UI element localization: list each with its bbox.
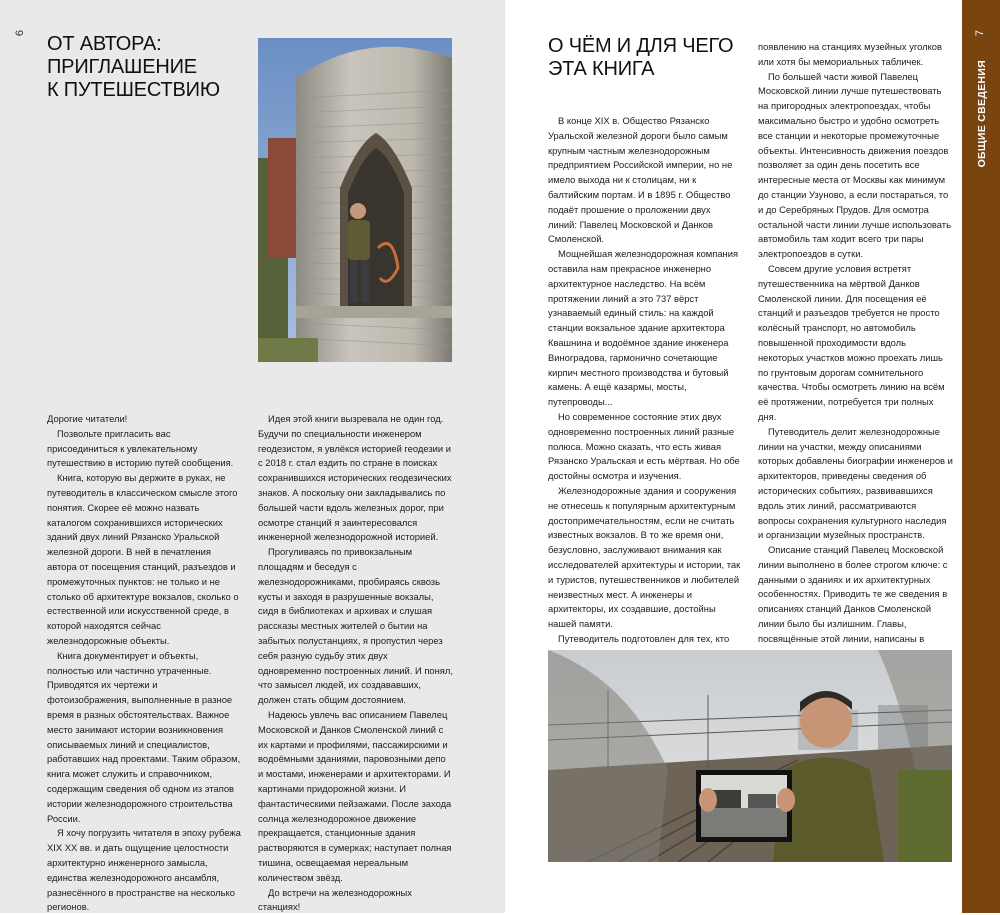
page-number: 6 bbox=[14, 30, 26, 36]
right-column-2 bbox=[758, 40, 954, 706]
section-sidebar bbox=[962, 0, 1000, 913]
page-title bbox=[548, 35, 733, 81]
paragraph: По большей части живой Павелец Московской линии лучше путешествовать на пригородных электропоездах, чтобы максимально быстро и удобно осмотреть все станции и некоторые промежуточные объекты. Интенсивность движения поездов позволяет за один день посетить все интересные места от Москвы как минимум до станции Узуново, а если постараться, то и до Серебряных Прудов. Для осмотра остальной части линии лучше использовать автомобиль там ходит всего три пары электропоездов в сутки. bbox=[758, 70, 954, 262]
paragraph: Путеводитель делит железнодорожные линии на участки, между описаниями которых добавлены биографии инженеров и архитекторов, приведены сведения об исторических событиях, развивавшихся вдоль этих линий, рассматриваются вопросы сохранения культурного наследия и организации музейных пространств. bbox=[758, 425, 954, 543]
paragraph: Идея этой книги вызревала не один год. Будучи по специальности инженером геодезистом, я увлёкся историей геодезии и с 2018 г. стал ездить по стране в поисках сохранившихся исторических геодезических знаков. А поскольку они закладывались по большей части вдоль железных дорог, при осмотре станций я заинтересовался инженерной железнодорожной историей. bbox=[258, 412, 453, 545]
paragraph: Но современное состояние этих двух одновременно построенных линий разные полюса. Можно сказать, что есть живая Рязанско Уральская и есть мёртвая. Но обе достойны осмотра и изучения. bbox=[548, 410, 742, 484]
title-line: ЭТА КНИГА bbox=[548, 58, 733, 81]
title-line: О ЧЁМ И ДЛЯ ЧЕГО bbox=[548, 35, 733, 58]
title-line: ОТ АВТОРА: bbox=[47, 33, 220, 56]
author-tower-photo bbox=[258, 38, 452, 362]
author-bridge-photo bbox=[548, 650, 952, 862]
paragraph: Железнодорожные здания и сооружения не отнесешь к популярным архитектурным достопримечательностям, если не считать известных вокзалов. В то же время они, безусловно, заслуживают внимания как исследователей архитектуры и истории, так и туристов, путешественников и любителей неизвестных мест. А инженеры и архитекторы, их создавшие, достойны нашей памяти. bbox=[548, 484, 742, 632]
paragraph: Я хочу погрузить читателя в эпоху рубежа XIX XX вв. и дать ощущение целостности архитектурно инженерного замысла, единства железнодорожного ансамбля, разнесённого в пространстве на несколько регионов. bbox=[47, 826, 242, 915]
paragraph: Прогуливаясь по привокзальным площадям и беседуя с железнодорожниками, пробираясь сквозь кусты и заходя в разрушенные вокзалы, сидя в библиотеках и архивах и слушая рассказы местных жителей о бытии на забытых полустанциях, я пропустил через себя разную судьбу этих двух одновременно построенных линий. И понял, что замысел людей, их создававших, должен стать общим достоянием. bbox=[258, 545, 453, 708]
paragraph: Совсем другие условия встретят путешественника на мёртвой Данков Смоленской линии. Для посещения её станций и разъездов требуется не просто колёсный транспорт, но автомобиль повышенной проходимости вдоль некоторых участков можно проехать лишь по грунтовым дорогам сомнительного качества. Чтобы осмотреть линию на всём её протяжении, потребуется три полных дня. bbox=[758, 262, 954, 425]
section-label: ОБЩИЕ СВЕДЕНИЯ bbox=[976, 60, 988, 167]
title-line: ПРИГЛАШЕНИЕ bbox=[47, 56, 220, 79]
bridge-photo-illustration bbox=[548, 650, 952, 862]
paragraph: Книга, которую вы держите в руках, не путеводитель в классическом смысле этого понятия. Скорее её можно назвать каталогом сохранившихся исторических зданий двух линий Рязанско Уральской железной дороги. В ней в печатления автора от посещения станций, разъездов и промежуточных пунктов: не только и не столько об архитектуре вокзалов, сколько о естественной или искусственной среде, в которой находятся сейчас железнодорожные объекты. bbox=[47, 471, 242, 649]
paragraph: До встречи на железнодорожных станциях! bbox=[258, 886, 453, 915]
right-page bbox=[505, 0, 1000, 913]
page-number: 7 bbox=[974, 30, 986, 36]
paragraph: Позвольте пригласить вас присоединиться к увлекательному путешествию в историю путей сообщения. bbox=[47, 427, 242, 471]
paragraph: Мощнейшая железнодорожная компания оставила нам прекрасное инженерно архитектурное наследство. На всём протяжении линий а это 737 вёрст узнаваемый единый стиль: на каждой станции вокзальное здание архитектора Квашнина и водоёмное здание инженера Виноградова, гармонично сочетающие кирпич местного производства и бутовый камень. А ещё казармы, мосты, путепроводы... bbox=[548, 247, 742, 410]
tower-photo-illustration bbox=[258, 38, 452, 362]
right-column-1 bbox=[548, 114, 742, 721]
paragraph: В конце XIX в. Общество Рязанско Уральской железной дороги было самым крупным частным железнодорожным предприятием Российской империи, но не имело выхода ни к столицам, ни к балтийским портам. И в 1895 г. Общество подаёт прошение о проложении двух линий: Павелец Московской и Данков Смоленской. bbox=[548, 114, 742, 247]
left-column-1 bbox=[47, 412, 242, 915]
title-line: К ПУТЕШЕСТВИЮ bbox=[47, 79, 220, 102]
paragraph: Книга документирует и объекты, полностью или частично утраченные. Приводятся их чертежи и фотоизображения, выполненные в разное время в разных обстоятельствах. Важное место занимают истории возникновения описываемых линий и специалистов, работавших над проектами. Таким образом, книга может служить и справочником, содержащим сведения об одном из этапов истории железнодорожного строительства России. bbox=[47, 649, 242, 827]
paragraph: появлению на станциях музейных уголков или хотя бы мемориальных табличек. bbox=[758, 40, 954, 70]
paragraph: Надеюсь увлечь вас описанием Павелец Московской и Данков Смоленской линий с их картами и профилями, пассажирскими и водоёмными зданиями, паровозными депо и мостами, инженерами и архитекторами. И картинами придорожной жизни. И фантастическими пейзажами. После захода солнца железнодорожное движение прекращается, станционные здания растворяются в сумерках; наступает полная тишина, освещаемая нереальным количеством звёзд. bbox=[258, 708, 453, 886]
paragraph: Путеводитель подготовлен для тех, кто bbox=[548, 632, 742, 721]
paragraph: Описание станций Павелец Московской линии выполнено в более строгом ключе: с данными о зданиях и их архитектурных особенностях. Приводить те же сведения в описаниях станций Данков Смоленской линии было бы излишним. Главы, посвящённые этой линии, написаны в bbox=[758, 543, 954, 706]
left-column-2 bbox=[258, 412, 453, 915]
paragraph: Дорогие читатели! bbox=[47, 412, 242, 427]
page-title bbox=[47, 33, 220, 102]
